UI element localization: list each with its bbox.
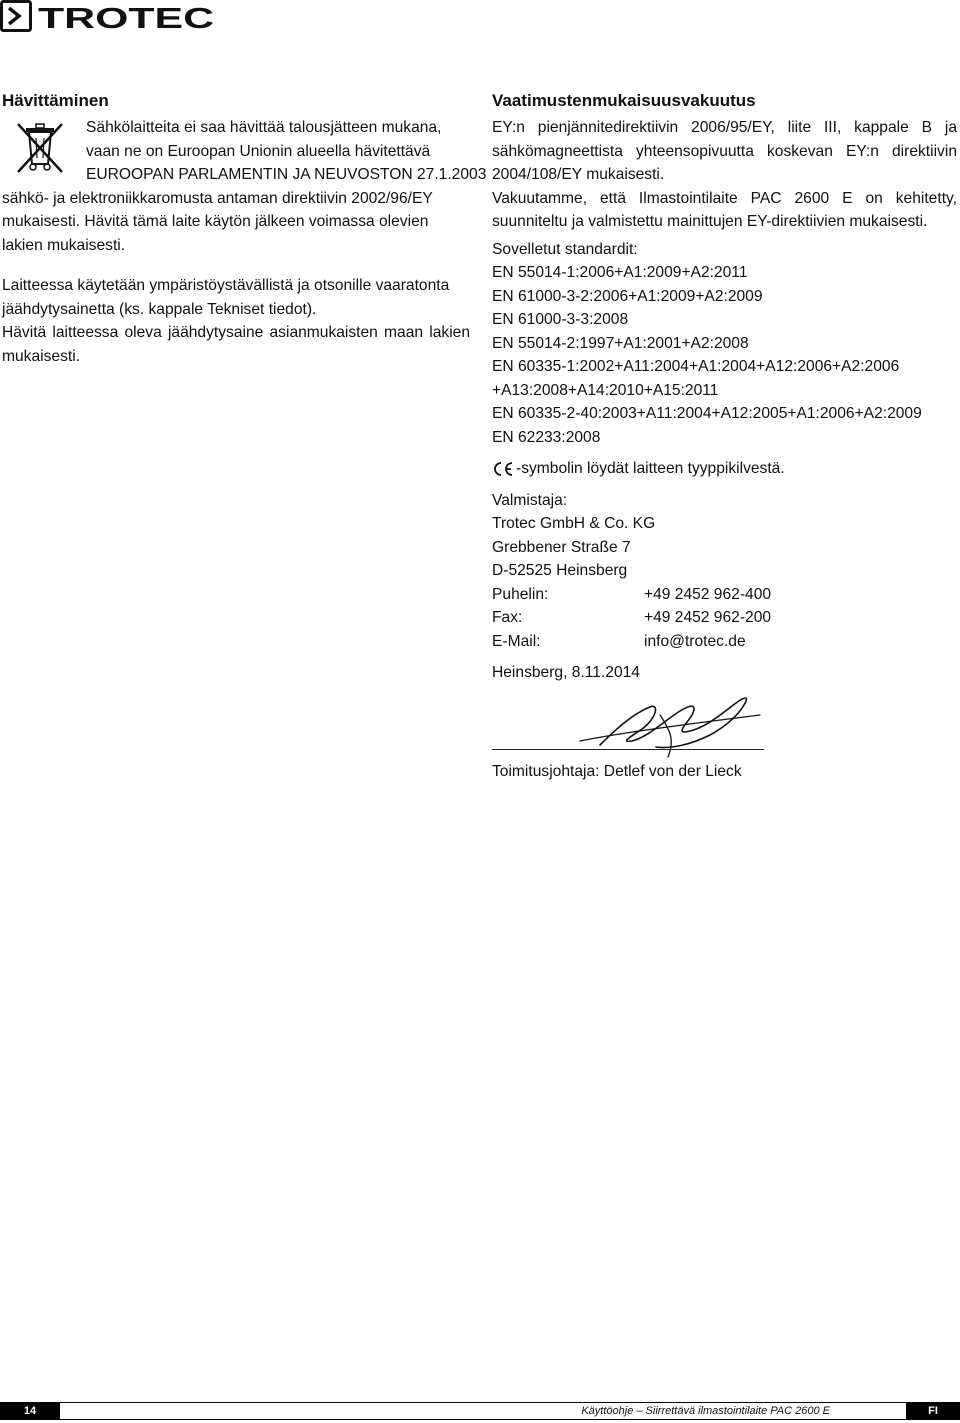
footer-title: Käyttöohje – Siirrettävä ilmastointilaite PAC 2600 E [581,1405,830,1417]
manufacturer-label: Valmistaja: [492,491,568,509]
directive-paragraph: EY:n pienjännitedirektiivin 2006/95/EY, liite III, kappale B ja sähkömagneettista yhteensopivuutta koskevan EY:n direktiivin 2004/108/EY mukaisesti. [492,119,957,183]
standard-item: EN 60335-2-40:2003+A11:2004+A12:2005+A1:2006+A2:2009 [492,405,922,422]
ce-note [492,457,960,481]
disposal-line: Sähkölaitteita ei saa hävittää talousjätteen mukana, [86,119,442,136]
declaration-paragraph: Vakuutamme, että Ilmastointilaite PAC 2600 E on kehitetty, suunniteltu ja valmistettu mainittujen EY-direktiivien mukaisesti. [492,189,957,230]
disposal-line: EUROOPAN PARLAMENTIN JA NEUVOSTON 27.1.2003 [86,166,487,183]
disposal-line: vaan ne on Euroopan Unionin alueella hävitettävä [86,142,431,160]
refrigerant-paragraph: Laitteessa käytetään ympäristöystävällistä ja otsonille vaaratonta jäähdytysainetta (ks. kappale Tekniset tiedot). [2,277,450,318]
signature-icon [560,685,800,765]
conformity-heading: Vaatimustenmukaisuusvakuutus [492,91,756,110]
signature-line [492,749,764,750]
refrigerant-disposal-paragraph: Hävitä laitteessa oleva jäähdytysaine asianmukaisten maan lakien mukaisesti. [2,324,470,365]
ce-mark-icon [492,461,514,477]
conformity-body [492,116,960,685]
contact-email [492,630,960,654]
page-number: 14 [0,1402,60,1420]
city-address: D-52525 Heinsberg [492,562,628,579]
contact-label: Puhelin: [492,585,549,603]
trotec-logo [0,0,220,32]
disposal-heading: Hävittäminen [2,91,109,110]
contact-value: info@trotec.de [644,632,746,650]
contact-value: +49 2452 962-200 [644,609,772,626]
standards-title: Sovelletut standardit: [492,240,638,258]
standard-item: EN 62233:2008 [492,428,601,446]
company-name: Trotec GmbH & Co. KG [492,515,656,532]
standard-item: EN 55014-1:2006+A1:2009+A2:2011 [492,264,748,281]
place-date: Heinsberg, 8.11.2014 [492,664,640,681]
standard-item: EN 60335-1:2002+A11:2004+A1:2004+A12:2006+A2:2006 [492,358,900,375]
contact-label: Fax: [492,609,523,626]
contact-fax [492,606,960,630]
trotec-logo-mark [0,0,220,32]
street-address: Grebbener Straße 7 [492,538,631,556]
standard-item: +A13:2008+A14:2010+A15:2011 [492,381,719,399]
contact-label: E-Mail: [492,632,541,650]
standard-item: EN 61000-3-2:2006+A1:2009+A2:2009 [492,287,763,305]
brand-text: TROTEC [38,3,215,32]
ce-note-text: -symbolin löydät laitteen tyyppikilvestä. [516,460,785,477]
disposal-text [2,116,497,257]
language-tag: FI [906,1402,960,1420]
disposal-line-rest: sähkö- ja elektroniikkaromusta antaman direktiivin 2002/96/EY mukaisesti. Hävitä tämä laite käytön jälkeen voimassa olevien lakien mukaisesti. [2,189,433,254]
contact-phone [492,583,960,607]
standard-item: EN 61000-3-3:2008 [492,311,629,328]
contact-value: +49 2452 962-400 [644,585,772,603]
standard-item: EN 55014-2:1997+A1:2001+A2:2008 [492,334,749,352]
refrigerant-text [2,274,497,368]
standards-list [492,261,960,449]
signer-title: Toimitusjohtaja: Detlef von der Lieck [492,763,742,780]
